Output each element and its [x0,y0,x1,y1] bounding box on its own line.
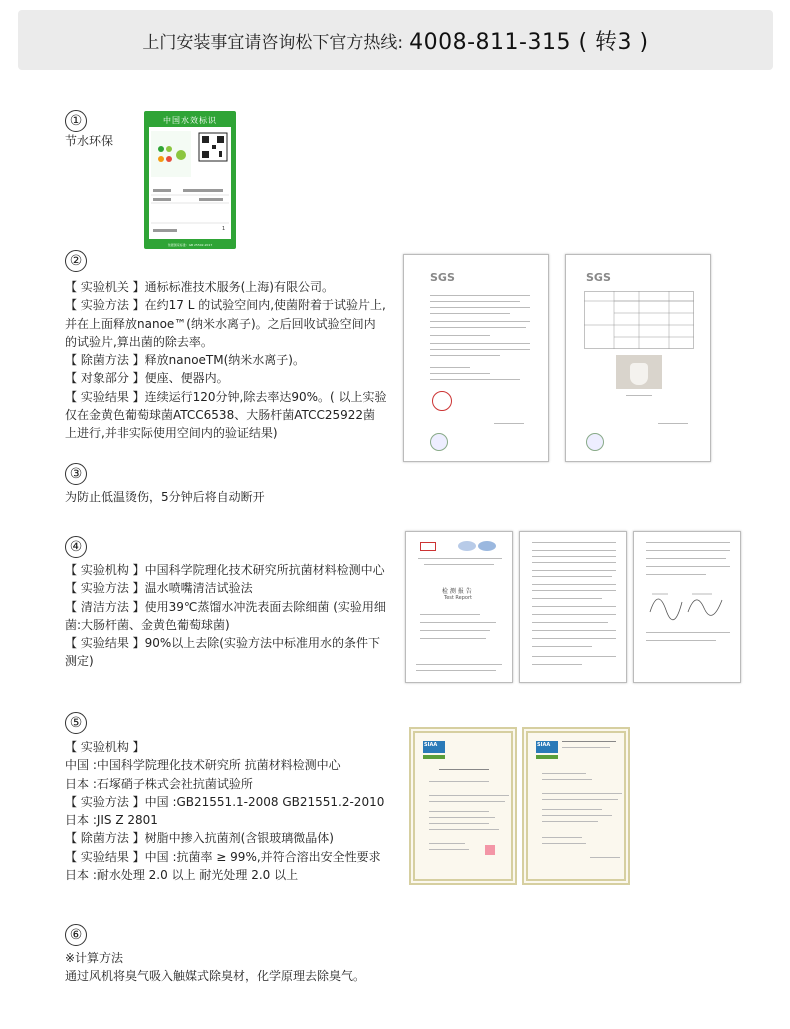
report-subtitle: Test Report [444,595,473,601]
section-2-line: 【 除菌方法 】释放nanoeTM(纳米水离子)。 [65,353,305,368]
signature-scribble [648,582,728,622]
section-3-line: 为防止低温烫伤，5分钟后将自动断开 [65,490,265,504]
section-2-line: 【 实验方法 】在约17 L 的试验空间内,使菌附着于试验片上, [65,298,386,313]
section-5-number: ⑤ [65,712,87,734]
section-6-text [65,949,365,986]
section-2-line: 【 对象部分 】便座、便器内。 [65,371,229,386]
section-1-number: ① [65,110,87,132]
section-5-line: 【 除菌方法 】树脂中掺入抗菌剂(含银玻璃微晶体) [65,831,334,846]
siaa-certificate-1 [409,727,517,885]
sgs-report-page-1 [403,254,549,462]
hotline-banner [18,10,773,70]
section-5-line: 【 实验方法 】中国 :GB21551.1-2008 GB21551.2-2010 [65,794,385,809]
section-4-line: 【 清洁方法 】使用39℃蒸馏水冲洗表面去除细菌 (实验用细 [65,599,386,614]
label-title: 中国水效标识 [163,116,217,125]
sgs-logo: SGS [586,271,611,284]
label-footer: 依据国家标准：GB 25502-2017 [167,243,213,247]
sgs-logo: SGS [430,271,455,284]
section-4-line: 测定) [65,654,94,669]
section-5-text [65,738,384,884]
siaa-logo: SIAA [537,742,551,748]
section-2-line: 并在上面释放nanoe™(纳米水离子)。之后回收试验空间内 [65,316,376,331]
siaa-certificate-2 [522,727,630,885]
hotline-number: 4008-811-315 ( 转3 ) [409,29,649,55]
section-2-line: 上进行,并非实际使用空间内的验证结果) [65,426,278,441]
section-3-text [65,488,265,506]
section-4-line: 【 实验方法 】温水喷嘴清洁试验法 [65,581,253,596]
test-report-page-2 [519,531,627,683]
section-2-line: 【 实验结果 】连续运行120分钟,除去率达90%。( 以上实验 [65,389,387,404]
results-table [584,291,694,349]
section-5-line: 【 实验结果 】中国 :抗菌率 ≥ 99%,并符合溶出安全性要求 [65,849,381,864]
section-5-line: 日本 :耐水处理 2.0 以上 耐光处理 2.0 以上 [65,868,299,883]
toilet-photo [616,355,662,389]
label-body [149,127,231,239]
section-4-number: ④ [65,536,87,558]
test-report-cover [405,531,513,683]
sgs-seal-icon [586,433,604,451]
section-2-line: 的试验片,算出菌的除去率。 [65,334,213,349]
section-4-line: 【 实验结果 】90%以上去除(实验方法中标准用水的条件下 [65,636,380,651]
section-1-text [65,132,113,150]
section-6-number: ⑥ [65,924,87,946]
section-5-line: 日本 :JIS Z 2801 [65,813,158,828]
section-4-text [65,561,386,671]
report-title: 检 测 报 告 [442,588,472,595]
section-2-line: 仅在金黄色葡萄球菌ATCC6538、大肠杆菌ATCC25922菌 [65,408,376,423]
label-grade: 1 [222,226,226,232]
section-6-line: 通过风机将臭气吸入触媒式除臭材，化学原理去除臭气。 [65,969,366,984]
section-6-line: ※计算方法 [65,951,124,965]
section-2-line: 【 实验机关 】通标标准技术服务(上海)有限公司。 [65,280,334,294]
label-graphic [149,127,231,239]
water-efficiency-label [144,111,236,249]
hotline-text: 上门安装事宜请咨询松下官方热线: [142,32,404,53]
section-5-line: 【 实验机构 】 [65,740,145,754]
section-2-number: ② [65,250,87,272]
siaa-logo: SIAA [424,742,438,748]
sgs-seal-icon [430,433,448,451]
section-1-line: 节水环保 [65,134,114,148]
red-stamp-icon [432,391,452,411]
section-4-line: 菌:大肠杆菌、金黄色葡萄球菌) [65,617,230,632]
section-2-text [65,278,387,443]
section-5-line: 中国 :中国科学院理化技术研究所 抗菌材料检测中心 [65,758,341,773]
test-report-page-3 [633,531,741,683]
section-5-line: 日本 :石塚硝子株式会社抗菌试验所 [65,776,253,791]
sgs-report-page-2 [565,254,711,462]
section-4-line: 【 实验机构 】中国科学院理化技术研究所抗菌材料检测中心 [65,563,385,577]
section-3-number: ③ [65,463,87,485]
